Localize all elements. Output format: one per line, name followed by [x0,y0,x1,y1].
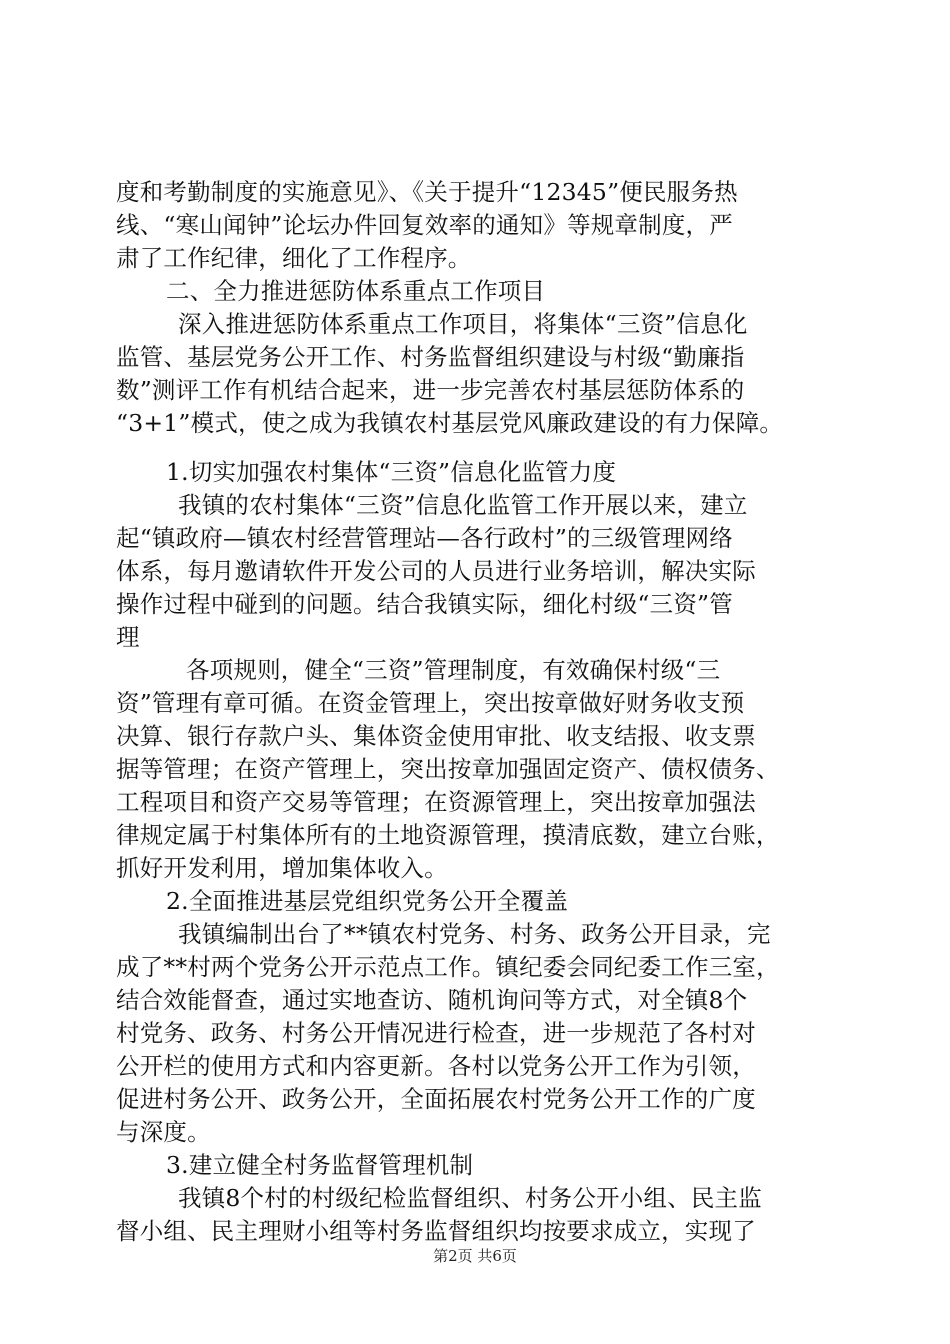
body-line: 监管、基层党务公开工作、村务监督组织建设与村级“勤廉指 [116,343,745,371]
body-line: 数”测评工作有机结合起来，进一步完善农村基层惩防体系的 [116,376,745,404]
body-line: 村党务、政务、村务公开情况进行检查，进一步规范了各村对 [116,1019,756,1047]
body-line: 公开栏的使用方式和内容更新。各村以党务公开工作为引领， [116,1052,756,1080]
body-line: 成了**村两个党务公开示范点工作。镇纪委会同纪委工作三室， [116,953,780,981]
subsection-heading: 2.全面推进基层党组织党务公开全覆盖 [166,887,569,915]
body-line: 抓好开发利用，增加集体收入。 [116,854,448,882]
body-line: 各项规则，健全“三资”管理制度，有效确保村级“三 [186,656,721,684]
page-number-footer: 第2页 共6页 [433,1247,517,1265]
body-line: 结合效能督查，通过实地查访、随机询问等方式，对全镇8个 [116,986,748,1014]
body-line: 度和考勤制度的实施意见》、《关于提升“12345”便民服务热 [116,178,738,206]
body-line: 体系，每月邀请软件开发公司的人员进行业务培训，解决实际 [116,557,756,585]
body-line: 决算、银行存款户头、集体资金使用审批、收支结报、收支票 [116,722,756,750]
body-line: 工程项目和资产交易等管理；在资源管理上，突出按章加强法 [116,788,756,816]
body-line: 肃了工作纪律，细化了工作程序。 [116,244,472,272]
body-line: 操作过程中碰到的问题。结合我镇实际，细化村级“三资”管 [116,590,733,618]
body-line: 与深度。 [116,1118,211,1146]
body-line: 深入推进惩防体系重点工作项目，将集体“三资”信息化 [178,310,748,338]
body-line: 促进村务公开、政务公开，全面拓展农村党务公开工作的广度 [116,1085,756,1113]
body-line: 律规定属于村集体所有的土地资源管理，摸清底数，建立台账， [116,821,780,849]
body-line: 我镇编制出台了**镇农村党务、村务、政务公开目录，完 [178,920,771,948]
body-line: 起“镇政府—镇农村经营管理站—各行政村”的三级管理网络 [116,524,733,552]
body-line: 我镇8个村的村级纪检监督组织、村务公开小组、民主监 [178,1184,762,1212]
body-line: 理 [116,623,140,651]
body-line: 督小组、民主理财小组等村务监督组织均按要求成立，实现了 [116,1217,756,1245]
body-line: 资”管理有章可循。在资金管理上，突出按章做好财务收支预 [116,689,745,717]
subsection-heading: 3.建立健全村务监督管理机制 [166,1151,474,1179]
body-line: 据等管理；在资产管理上，突出按章加强固定资产、债权债务、 [116,755,780,783]
body-line: “3+1”模式，使之成为我镇农村基层党风廉政建设的有力保障。 [116,409,784,437]
subsection-heading: 1.切实加强农村集体“三资”信息化监管力度 [166,458,617,486]
section-heading: 二、全力推进惩防体系重点工作项目 [166,277,546,305]
body-line: 我镇的农村集体“三资”信息化监管工作开展以来，建立 [178,491,748,519]
body-line: 线、“寒山闻钟”论坛办件回复效率的通知》等规章制度，严 [116,211,733,239]
